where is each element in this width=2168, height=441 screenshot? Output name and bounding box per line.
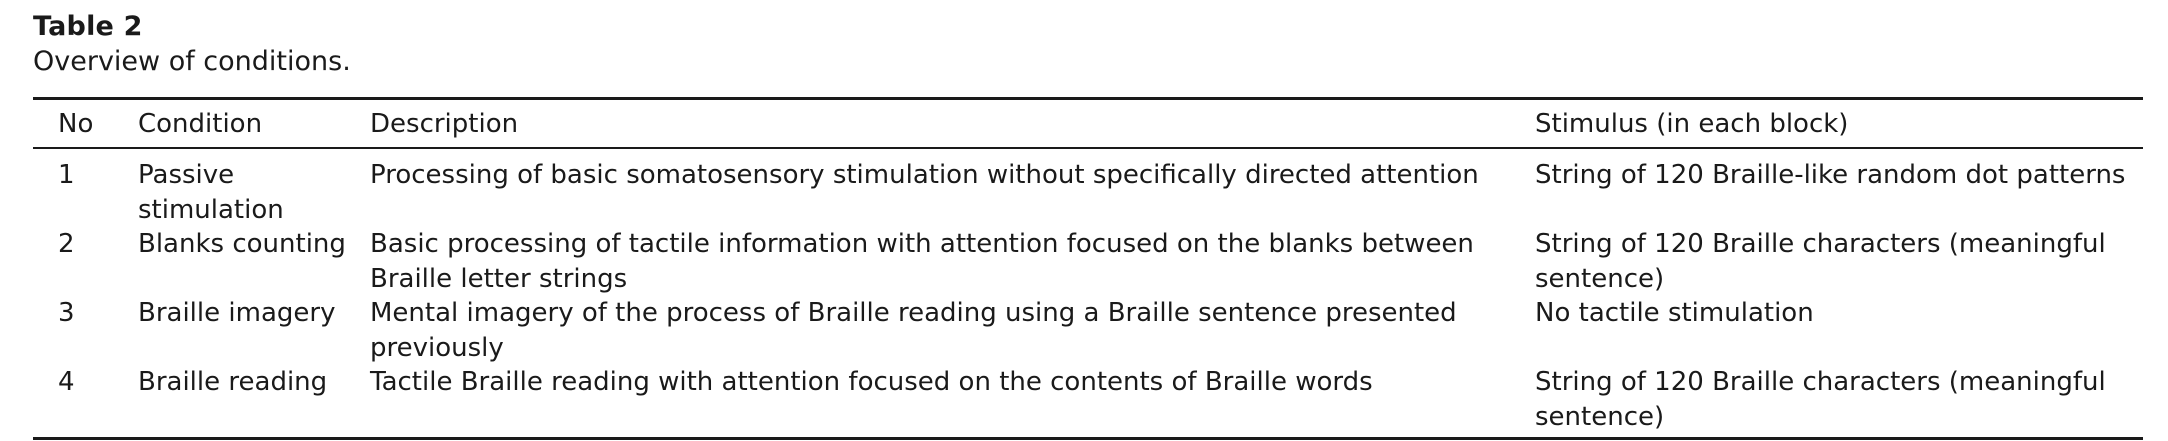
cell-description: Mental imagery of the process of Braille reading using a Braille sentence presented previously <box>370 298 1457 363</box>
cell-description: Tactile Braille reading with attention focused on the contents of Braille words <box>370 367 1373 397</box>
header-condition: Condition <box>138 108 263 139</box>
cell-stimulus: String of 120 Braille-like random dot patterns <box>1535 160 2126 190</box>
cell-stimulus: String of 120 Braille characters (meaningful sentence) <box>1535 367 2106 432</box>
cell-no: 2 <box>58 229 75 259</box>
cell-stimulus: No tactile stimulation <box>1535 298 1814 328</box>
table-row <box>33 296 2143 365</box>
table-header-row <box>33 100 2143 149</box>
cell-no: 4 <box>58 367 75 397</box>
cell-stimulus: String of 120 Braille characters (meaningful sentence) <box>1535 229 2106 294</box>
cell-condition: Blanks counting <box>138 229 346 259</box>
table-row <box>33 227 2143 296</box>
table-caption: Overview of conditions. <box>33 46 351 77</box>
cell-condition: Braille reading <box>138 367 328 397</box>
table-row <box>33 158 2143 227</box>
cell-description: Basic processing of tactile information with attention focused on the blanks between Braille letter strings <box>370 229 1474 294</box>
cell-condition: Braille imagery <box>138 298 336 328</box>
table-row <box>33 365 2143 434</box>
cell-no: 1 <box>58 160 75 190</box>
table-body <box>33 149 2143 440</box>
cell-condition: Passive stimulation <box>138 160 284 225</box>
header-description: Description <box>370 108 519 139</box>
cell-no: 3 <box>58 298 75 328</box>
table-container <box>33 10 2143 440</box>
header-no: No <box>58 108 94 139</box>
table-label: Table 2 <box>33 11 143 42</box>
header-stimulus: Stimulus (in each block) <box>1535 108 1849 139</box>
cell-description: Processing of basic somatosensory stimulation without specifically directed attention <box>370 160 1479 190</box>
